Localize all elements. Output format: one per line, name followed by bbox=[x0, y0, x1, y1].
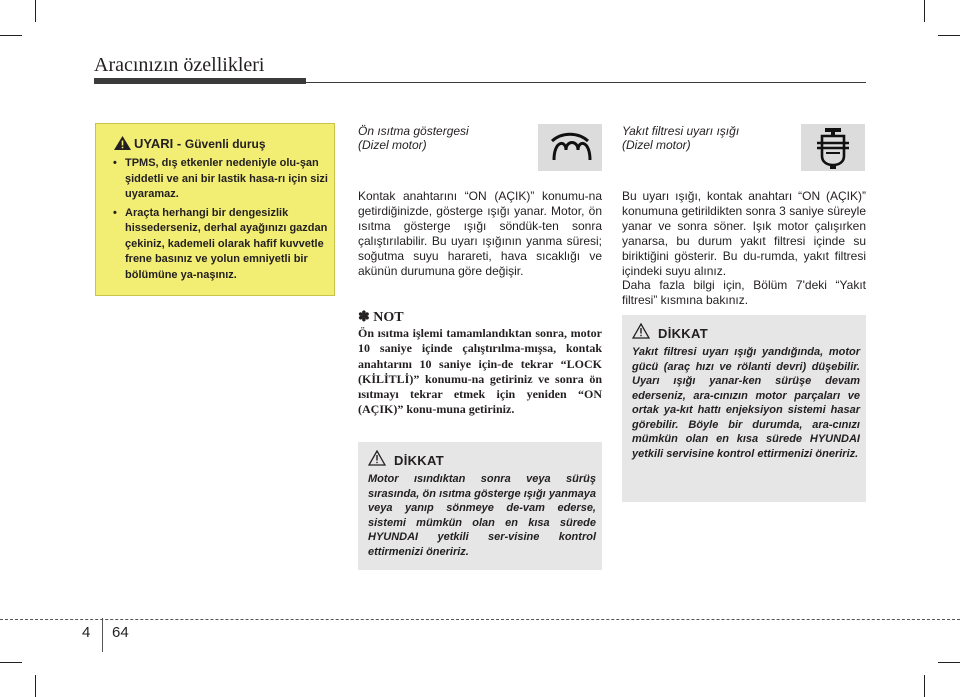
crop-mark bbox=[35, 675, 36, 697]
caution-box-left bbox=[358, 442, 602, 570]
warning-title bbox=[114, 136, 266, 151]
caution-triangle-icon bbox=[368, 450, 386, 466]
caution-triangle-icon bbox=[632, 323, 650, 339]
warning-list bbox=[103, 156, 333, 286]
warning-separator: - bbox=[176, 136, 182, 151]
glow-plug-icon bbox=[538, 124, 602, 171]
page-number-separator bbox=[102, 618, 103, 652]
warning-subtitle: Güvenli duruş bbox=[184, 137, 266, 151]
crop-mark bbox=[924, 675, 925, 697]
header-rule bbox=[306, 82, 866, 83]
note-text: Ön ısıtma işlemi tamamlandıktan sonra, motor 10 saniye içinde çalıştırılma-mışsa, kontak anahtarını 10 saniye için-de tekrar “LOCK (KİLİTLİ)” konumu-na getiriniz ve sonra ön ısıtmayı tekrar etmek için yeniden “ON (AÇIK)” konu-muna getiriniz. bbox=[358, 326, 602, 417]
crop-mark bbox=[938, 662, 960, 663]
note-symbol: ✽ bbox=[358, 310, 370, 325]
list-item: • Araçta herhangi bir dengesizlik hissederseniz, derhal ayağınızı gazdan çekiniz, kademeli olarak hafif kuvvetle frene basınız ve yolun emniyetli bir bölümüne ya-naşınız. bbox=[113, 206, 328, 281]
caution-title: DİKKAT bbox=[394, 453, 444, 468]
caution-text: Motor ısındıktan sonra veya sürüş sırasında, ön ısıtma gösterge ışığı yanmaya veya yanıp sönmeye de-vam ederse, sistemi mümkün olan en kısa sürede HYUNDAI yetkili ser-visine kontrol ettirmenizi öneririz. bbox=[368, 473, 596, 558]
crop-mark bbox=[938, 35, 960, 36]
warning-box bbox=[95, 123, 335, 296]
fuel-filter-body: Bu uyarı ışığı, kontak anahtarı “ON (AÇIK)” konumuna getirildikten sonra 3 saniye süreyle yanar ve sonra söner. Işık motor çalışırken yanarsa, bu durum yakıt filtresi içinde su biriktiğini gösterir. Bu du-rumda, yakıt filtresi içindeki suyu alınız. bbox=[622, 189, 866, 278]
crop-mark bbox=[35, 0, 36, 22]
page-header-title: Aracınızın özellikleri bbox=[94, 54, 265, 76]
caution-box-right bbox=[622, 315, 866, 502]
preheat-body: Kontak anahtarını “ON (AÇIK)” konumu-na getirdiğinizde, gösterge ışığı yanar. Motor, ön ısıtma gösterge ışığı söndük-ten sonra çalıştırılabilir. Bu uyarı ışığının yanma süresi; soğutma suyu harareti, hava sıcaklığı ve akünün durumuna göre değişir. bbox=[358, 189, 602, 278]
fuel-filter-icon bbox=[801, 124, 865, 171]
list-item: • TPMS, dış etkenler nedeniyle olu-şan şiddetli ve ani bir lastik hasa-rı için sizi uyaramaz. bbox=[113, 157, 328, 200]
caution-text: Yakıt filtresi uyarı ışığı yandığında, motor gücü (araç hızı ve rölanti devri) düşebilir. Uyarı ışığı yanar-ken sürüşe devam ederseniz, ara-cınızın motor parçaları ve ortak ya-kıt hattı enjeksiyon sistemi hasar görebilir. Böyle bir durumda, ara-cınızı mümkün olan en kısa sürede HYUNDAI yetkili servisine kontrol ettirmenizi öneririz. bbox=[632, 346, 860, 460]
crop-mark bbox=[0, 662, 22, 663]
footer-rule bbox=[0, 619, 960, 620]
warning-label: UYARI bbox=[134, 136, 174, 151]
fuel-filter-reference: Daha fazla bilgi için, Bölüm 7'deki “Yakıt filtresi” kısmına bakınız. bbox=[622, 278, 866, 307]
preheat-title: Ön ısıtma göstergesi (Dizel motor) bbox=[358, 124, 469, 152]
note-heading: ✽ NOT bbox=[358, 310, 404, 325]
header-rule bbox=[94, 78, 306, 84]
fuel-filter-title: Yakıt filtresi uyarı ışığı (Dizel motor) bbox=[622, 124, 740, 152]
crop-mark bbox=[924, 0, 925, 22]
caution-title: DİKKAT bbox=[658, 326, 708, 341]
page-number: 64 bbox=[112, 624, 129, 641]
crop-mark bbox=[0, 35, 22, 36]
chapter-number: 4 bbox=[82, 624, 91, 641]
warning-triangle-icon bbox=[114, 136, 131, 150]
